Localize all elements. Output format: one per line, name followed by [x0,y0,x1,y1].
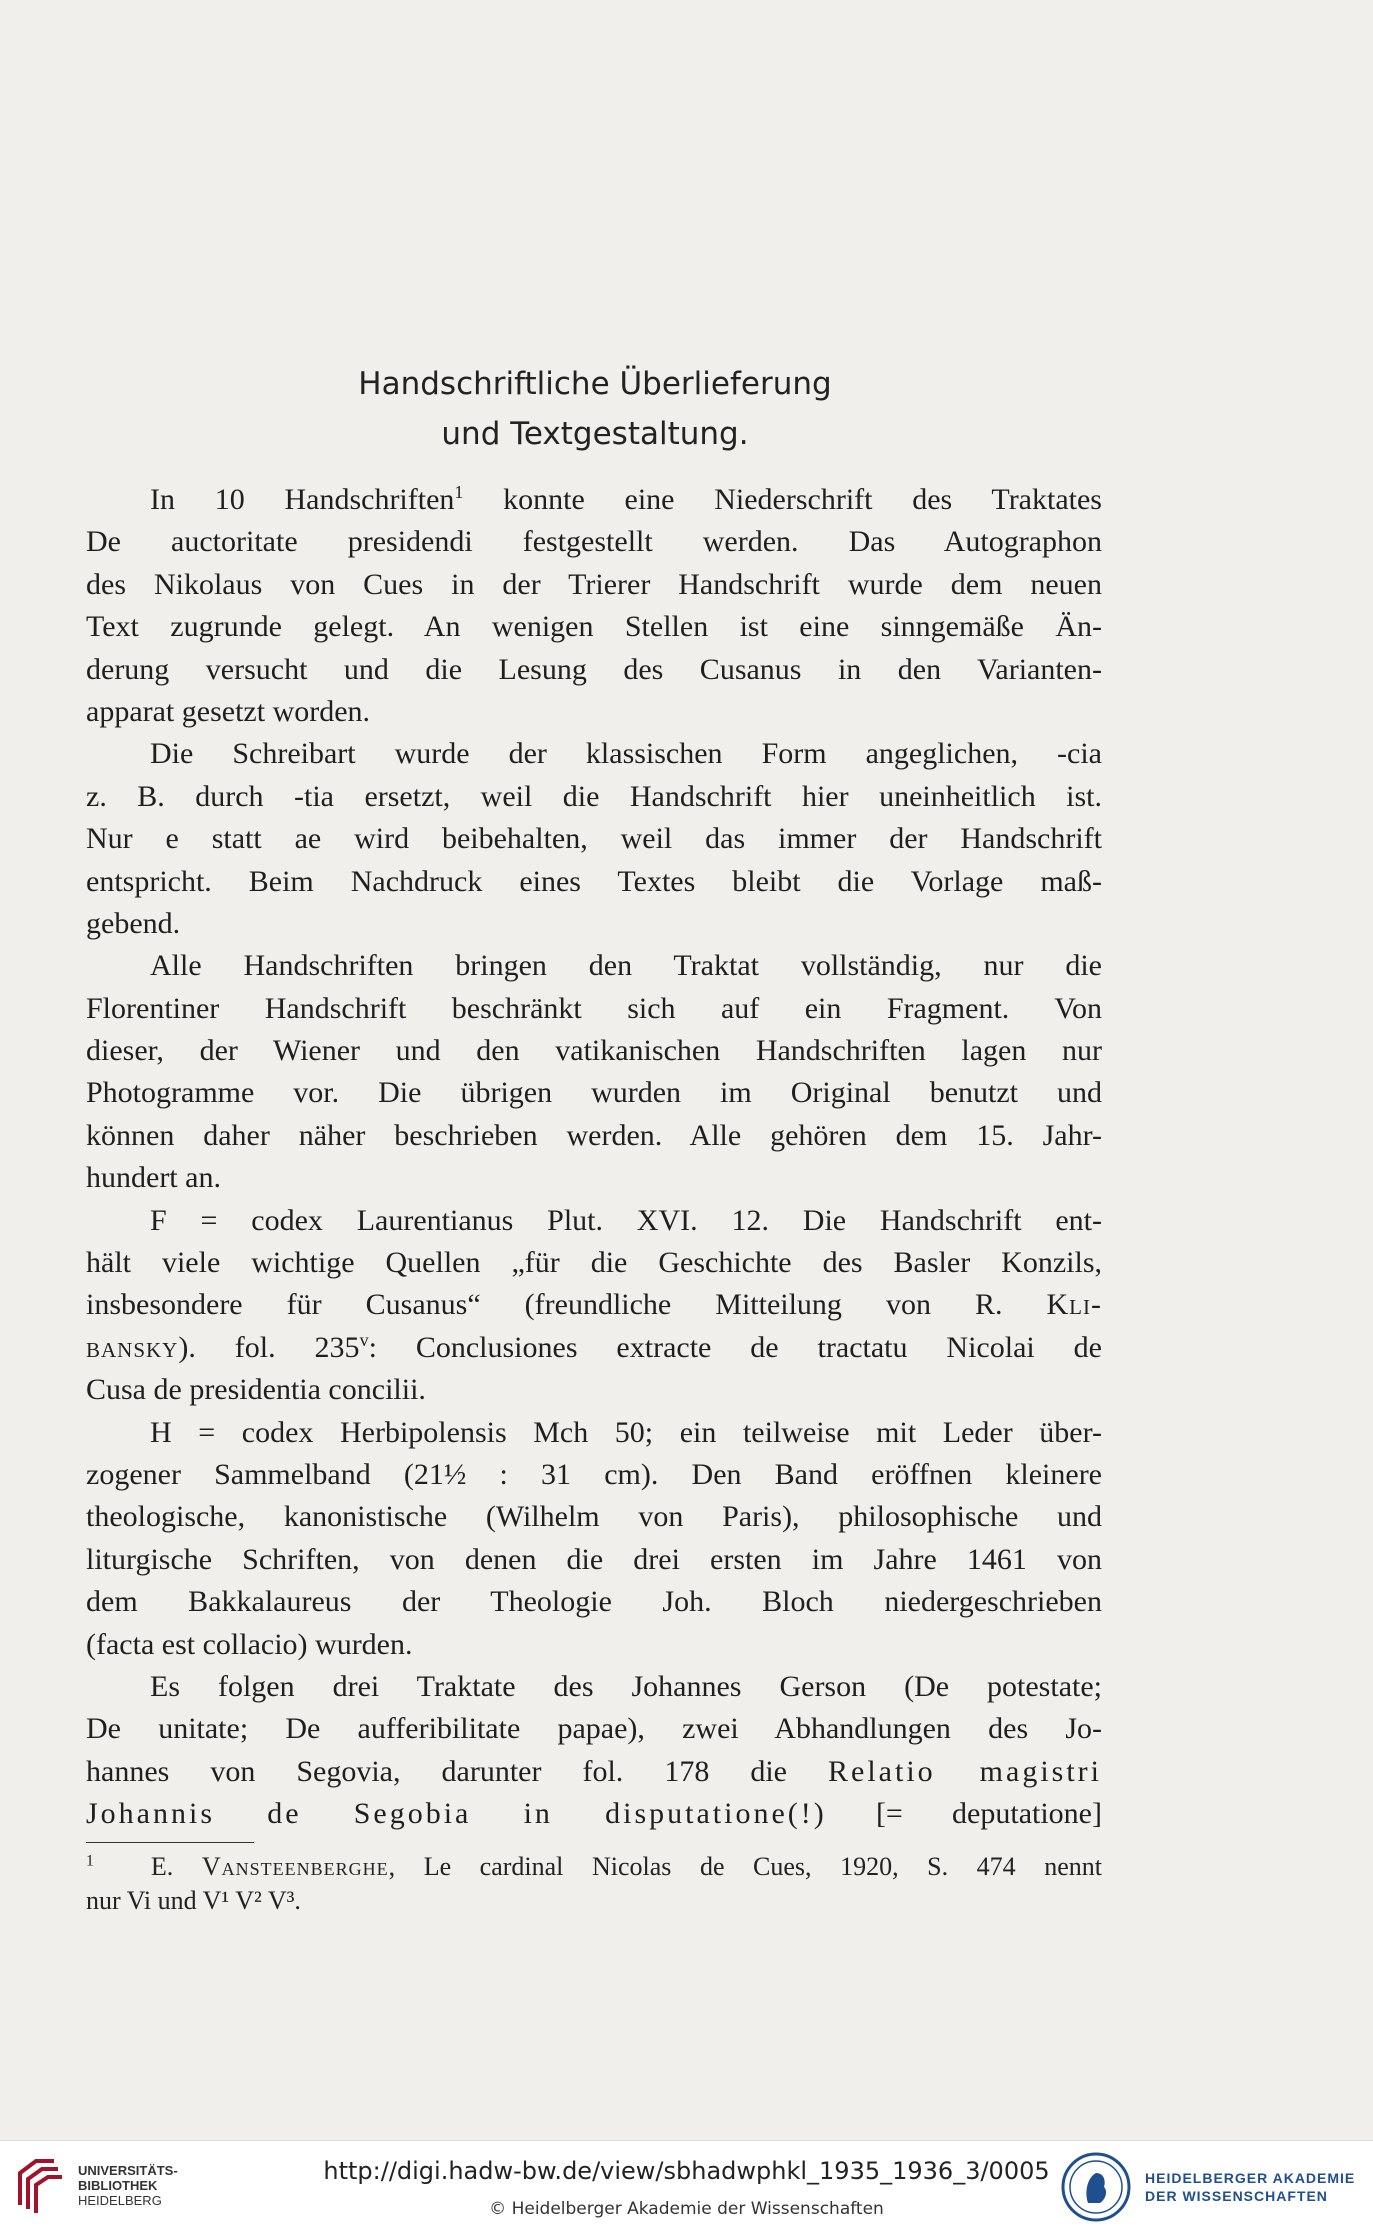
academy-seal-icon [1060,2151,1132,2223]
text-line: F = codex Laurentianus Plut. XVI. 12. Die Handschrift ent- [150,1203,1102,1237]
text-line: De auctoritate presidendi festgestellt werden. Das Autographon [86,525,1102,559]
text-line: bansky). fol. 235$^v$: Conclusiones extracte de tractatu Nicolai de [86,1329,1102,1364]
document-title-line2: und Textgestaltung. [441,416,749,452]
text-line: Text zugrunde gelegt. An wenigen Stellen ist eine sinngemäße Än- [86,610,1102,644]
text-line: H = codex Herbipolensis Mch 50; ein teilweise mit Leder über- [150,1415,1102,1449]
library-name: UNIVERSITÄTS- BIBLIOTHEK HEIDELBERG [78,2163,178,2208]
text-line: Nur e statt ae wird beibehalten, weil das immer der Handschrift [86,822,1102,856]
text-line: insbesondere für Cusanus“ (freundliche Mitteilung von R. Kli- [86,1288,1102,1322]
text-line: können daher näher beschrieben werden. Alle gehören dem 15. Jahr- [86,1118,1102,1152]
text-line: Johannis de Segobia in disputatione(!) [= deputatione] [86,1797,1102,1831]
text-line: De unitate; De aufferibilitate papae), zwei Abhandlungen des Jo- [86,1712,1102,1746]
document-title-line1: Handschriftliche Überlieferung [358,366,832,402]
footer-bar [0,2140,1373,2237]
text-line: hält viele wichtige Quellen „für die Geschichte des Basler Konzils, [86,1246,1102,1280]
text-line: des Nikolaus von Cues in der Trierer Handschrift wurde dem neuen [86,567,1102,601]
text-line: Cusa de presidentia concilii. [86,1373,426,1407]
text-line: entspricht. Beim Nachdruck eines Textes bleibt die Vorlage maß- [86,864,1102,898]
text-line: Photogramme vor. Die übrigen wurden im Original benutzt und [86,1076,1102,1110]
copyright-notice: © Heidelberger Akademie der Wissenschaften [489,2199,884,2219]
text-line: (facta est collacio) wurden. [86,1627,413,1661]
footnote-line: nur Vi und V¹ V² V³. [86,1886,301,1915]
text-line: derung versucht und die Lesung des Cusanus in den Varianten- [86,652,1102,686]
source-url-link[interactable]: http://digi.hadw-bw.de/view/sbhadwphkl_1935_1936_3/0005 [323,2157,1050,2185]
text-line: Die Schreibart wurde der klassischen Form angeglichen, -cia [150,737,1102,771]
text-line: hundert an. [86,1161,221,1195]
text-line: Es folgen drei Traktate des Johannes Gerson (De potestate; [150,1669,1102,1703]
text-line: z. B. durch -tia ersetzt, weil die Handschrift hier uneinheitlich ist. [86,779,1102,813]
footnote-line: $^1$ E. Vansteenberghe, Le cardinal Nicolas de Cues, 1920, S. 474 nennt [86,1852,1102,1881]
text-line: dem Bakkalaureus der Theologie Joh. Bloch niedergeschrieben [86,1585,1102,1619]
body-text [86,479,1102,1836]
text-line: In 10 Handschriften$^1$ konnte eine Niederschrift des Traktates [150,482,1102,516]
academy-name: HEIDELBERGER AKADEMIE DER WISSENSCHAFTEN [1145,2170,1356,2204]
text-line: Alle Handschriften bringen den Traktat vollständig, nur die [150,949,1102,983]
footnote [86,1850,1102,1918]
footnote-divider [86,1842,254,1843]
text-line: liturgische Schriften, von denen die drei ersten im Jahre 1461 von [86,1542,1102,1576]
text-line: apparat gesetzt worden. [86,694,371,728]
text-line: theologische, kanonistische (Wilhelm von Paris), philosophische und [86,1500,1102,1534]
text-line: zogener Sammelband (21½ : 31 cm). Den Band eröffnen kleinere [86,1457,1102,1491]
text-line: dieser, der Wiener und den vatikanischen Handschriften lagen nur [86,1034,1102,1068]
text-line: gebend. [86,906,181,940]
text-line: Florentiner Handschrift beschränkt sich auf ein Fragment. Von [86,991,1102,1025]
text-line: hannes von Segovia, darunter fol. 178 die Relatio magistri [86,1754,1102,1788]
